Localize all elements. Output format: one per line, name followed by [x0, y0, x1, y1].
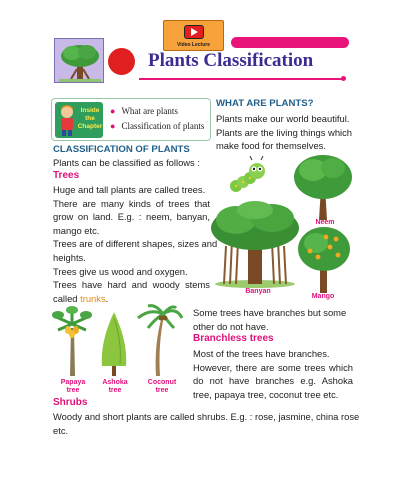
chapter-item-label: Classification of plants — [121, 121, 205, 131]
what-are-plants-text: Plants make our world beautiful. Plants are the living things which make food for themselves. — [216, 113, 353, 152]
neem-label: Neem — [315, 219, 335, 226]
caterpillar-image — [228, 156, 268, 196]
chapter-item[interactable] — [110, 119, 204, 134]
chapter-item[interactable] — [110, 104, 204, 119]
what-are-plants-heading: WHAT ARE PLANTS? — [216, 98, 314, 109]
badge-line: Chapter — [77, 123, 103, 130]
header-tree-image — [54, 38, 104, 83]
header-red-circle — [108, 48, 135, 75]
branchless-heading: Branchless trees — [193, 333, 274, 344]
classification-heading: CLASSIFICATION OF PLANTS — [53, 144, 190, 155]
papaya-tree-image — [52, 306, 92, 376]
coconut-tree-image — [136, 304, 184, 376]
header-pink-bar — [231, 37, 349, 48]
banyan-label: Banyan — [245, 288, 271, 295]
neem-tree-image — [293, 152, 353, 220]
bullet-icon: ● — [110, 121, 116, 131]
chapter-box — [51, 98, 211, 141]
bullet-icon: ● — [110, 106, 116, 116]
shrubs-text: Woody and short plants are called shrubs. E.g. : rose, jasmine, china rose etc. — [53, 411, 360, 436]
video-badge-label: Video Lecture — [177, 42, 210, 48]
trees-last-line: called trunks. — [53, 292, 109, 304]
shrubs-heading: Shrubs — [53, 397, 88, 408]
video-lecture-badge[interactable] — [163, 20, 224, 51]
title-underline — [139, 78, 342, 80]
branchless-text: Most of the trees have branches. However, there are some trees which do not have branches e.g. Ashoka tree, papaya tree, coconut tree etc. — [193, 348, 353, 400]
banyan-tree-image — [210, 200, 300, 288]
badge-line: the — [85, 115, 95, 122]
trees-text: Huge and tall plants are called trees. There are many kinds of trees that grow on land. E.g. : neem, banyan, mango etc. Trees are of different shapes, sizes and heights. Trees give us wood and oxygen. Trees have hard and woody stems called trunks. — [53, 184, 218, 304]
coconut-label: Coconut tree — [147, 379, 177, 394]
badge-line: Inside — [80, 107, 100, 114]
chapter-item-label: What are plants — [121, 106, 178, 116]
play-icon — [184, 25, 204, 39]
inside-chapter-badge — [55, 102, 103, 138]
trunks-highlight: trunks — [80, 292, 106, 304]
ashoka-label: Ashoka tree — [102, 379, 128, 394]
title-underline-dot — [341, 76, 346, 81]
branches-text: Some trees have branches but some other do not have. — [193, 307, 347, 332]
student-icon — [56, 103, 78, 137]
mango-label: Mango — [311, 293, 335, 300]
trees-heading: Trees — [53, 170, 80, 181]
ashoka-tree-image — [98, 312, 130, 376]
papaya-label: Papaya tree — [60, 379, 86, 394]
page-title: Plants Classification — [148, 50, 314, 71]
classification-intro: Plants can be classified as follows : — [53, 157, 200, 168]
mango-tree-image — [296, 225, 352, 293]
